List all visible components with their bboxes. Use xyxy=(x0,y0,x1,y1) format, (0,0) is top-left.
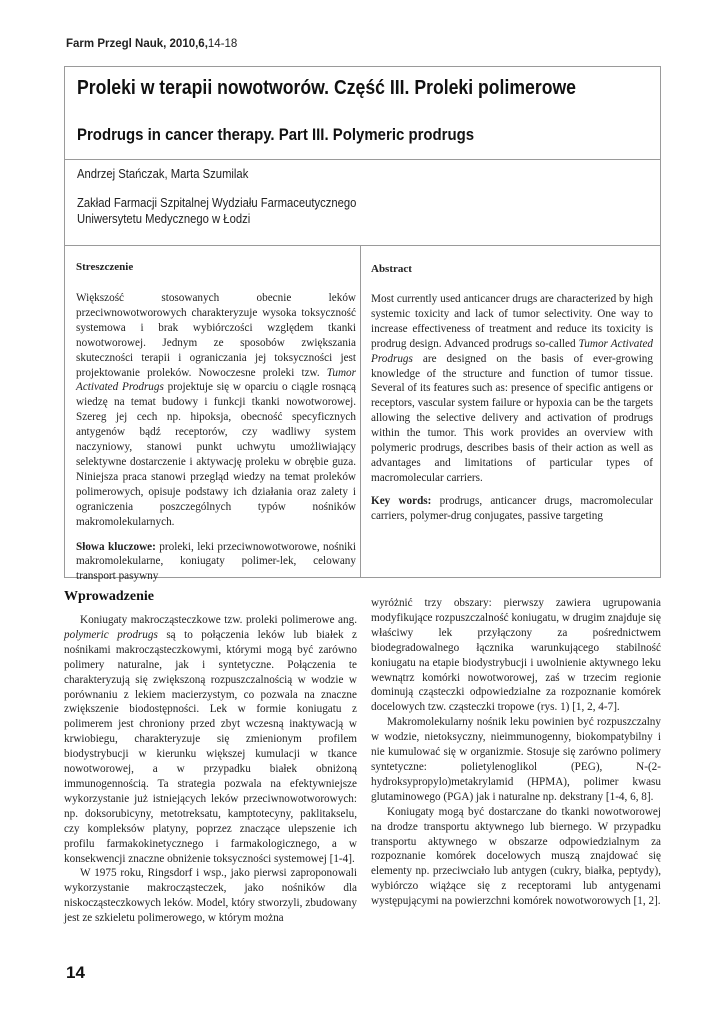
abstract-english-text: Most currently used anticancer drugs are characterized by high systemic toxicity and lack of tumor selectivity. One way to increase effectiveness of treatment and reduce its toxicity is prodrug design. Advanced prodrugs so-called Tumor Activated Prodrugs are designed on the basis of ever-growing knowledge of the structure and function of tumor tissue. Several of its features such as: presence of specific antigens or receptors, vascular system failure or hypoxia can be the targets allowing the selective delivery and activation of prodrugs within the tumor. This work provides an overview with polymeric prodrugs, describes basis of their action as well as advantages and limitations of particular types of macromolecular carriers. xyxy=(371,293,654,484)
paragraph-5: Koniugaty mogą być dostarczane do tkanki nowotworowej na drodze transportu aktywnego lub biernego. W przypadku transportu aktywnego w obszarze odpowiedzialnym za rozpoznanie komórek docelowych muszą znajdować się elementy np. przeciwciało lub antygen (cukry, białka, peptydy), wybiórczo wiążące się z receptorami lub antygenami występującymi na powierzchni komórek nowotworowych [1, 2]. xyxy=(371,805,661,908)
paragraph-2: W 1975 roku, Ringsdorf i wsp., jako pierwsi zaproponowali wykorzystanie makrocząsteczek, jako nośników dla niskocząsteczkowych leków. Model, który stworzyli, zbudowany jest ze szkieletu polimerowego, w którym można xyxy=(64,867,357,925)
journal-citation: Farm Przegl Nauk, 2010,6, xyxy=(66,38,208,50)
authors: Andrzej Stańczak, Marta Szumilak xyxy=(77,167,249,181)
keywords-polish-label: Słowa kluczowe: xyxy=(76,540,156,553)
affiliation-line-2: Uniwersytetu Medycznego w Łodzi xyxy=(77,211,251,226)
abstract-english xyxy=(371,261,653,524)
keywords-english: Key words: prodrugs, anticancer drugs, macromolecular carriers, polymer-drug conjugates, passive targeting xyxy=(371,494,653,522)
keywords-polish: Słowa kluczowe: proleki, leki przeciwnowotworowe, nośniki makromolekularne, koniugaty polimer-lek, celowany transport pasywny xyxy=(76,540,356,583)
title-polish: Proleki w terapii nowotworów. Część III. Proleki polimerowe xyxy=(77,76,576,99)
abstract-english-heading: Abstract xyxy=(371,263,412,275)
abstract-polish-heading: Streszczenie xyxy=(76,261,134,273)
body-column-right xyxy=(371,596,661,909)
paragraph-1: Koniugaty makrocząsteczkowe tzw. proleki polimerowe ang. polymeric prodrugs są to połączenia leków lub białek z nośnikami makrocząsteczkowymi, którymi mogą być zarówno polimery naturalne, jak i syntetyczne. Połączenia te charakteryzują się zwiększoną rozpuszczalnością w wodzie w porównaniu z lekiem macierzystym, co pozwala na znaczne zwiększenie biodostępności. Lek w formie koniugatu z polimerem jest chroniony przed zbyt wczesną inaktywacją w krwiobiegu, charakteryzuje się zmienionym profilem biodystrybucji w kierunku większej kumulacji w tkance nowotworowej, a w przypadku białek obniżoną immunogennością. Ta strategia pozwala na efektywniejsze wykorzystanie już istniejących leków przeciwnowotworowych: np. doksorubicyny, metotreksatu, kamptotecyny, paklitakselu, czy kompleksów platyny, poprzez znaczące ulepszenie ich profilu farmakokinetycznego i farmakologicznego, a w konsekwencji znaczne obniżenie toksyczności systemowej [1-4]. xyxy=(64,614,357,865)
keywords-english-label: Key words: xyxy=(371,494,432,507)
affiliation xyxy=(77,196,356,227)
article-header-box xyxy=(64,66,661,246)
abstract-polish-text: Większość stosowanych obecnie leków przeciwnowotworowych charakteryzuje wysoka toksyczność systemowa i brak wybiórczości względem tkanki nowotworowej. Jednym ze sposobów zwiększania skuteczności terapii i ograniczania jej toksyczności jest projektowanie proleków. Nowoczesne proleki tzw. Tumor Activated Prodrugs projektuje się w oparciu o ciągle rosnącą wiedzę na temat budowy i funkcji tkanki nowotworowej. Szereg jej cech np. hipoksja, obecność specyficznych antygenów bądź receptorów, czy wadliwy system naczyniowy, stanowi punkt uchwytu umożliwiający selektywne dostarczenie i aktywację proleku w obrębie guza. Niniejsza praca stanowi przegląd wiedzy na temat proleków polimerowych, opisuje podstawy ich działania oraz zalety i ograniczenia poszczególnych typów nośników makromolekularnych. xyxy=(76,292,356,528)
page-number: 14 xyxy=(66,963,85,982)
header-divider xyxy=(65,159,660,160)
journal-reference xyxy=(66,38,237,50)
body-column-left xyxy=(64,589,357,926)
title-english: Prodrugs in cancer therapy. Part III. Polymeric prodrugs xyxy=(77,125,475,144)
journal-pages: 14-18 xyxy=(207,38,238,50)
paragraph-4: Makromolekularny nośnik leku powinien być rozpuszczalny w wodzie, nietoksyczny, nieimmunogenny, biokompatybilny i nie kumulować się w organizmie. Stosuje się zarówno polimery syntetyczne: polietylenoglikol (PEG), N-(2-hydroksypropylo)metakrylamid (HPMA), polimer kwasu glutaminowego (PGA) jak i naturalne np. dekstrany [1-4, 6, 8]. xyxy=(371,716,661,803)
abstract-polish xyxy=(76,261,356,584)
abstract-column-divider xyxy=(360,246,361,577)
section-heading-introduction: Wprowadzenie xyxy=(64,589,154,604)
affiliation-line-1: Zakład Farmacji Szpitalnej Wydziału Farmaceutycznego xyxy=(77,196,357,210)
paragraph-3: wyróżnić trzy obszary: pierwszy zawiera ugrupowania modyfikujące rozpuszczalność koniugatu, w drugim znajduje się właściwy lek przyłączony za pośrednictwem biodegradowalnego łącznika warunkującego stabilność koniugatu na etapie biodystrybucji i uwolnienie aktywnego leku wewnątrz komórki nowotworowej, zaś w trzecim regionie dominują cząsteczki odpowiedzialne za rozpoznanie komórek docelowych tzw. cząsteczki tropowe (rys. 1) [1, 2, 4-7]. xyxy=(371,597,661,714)
